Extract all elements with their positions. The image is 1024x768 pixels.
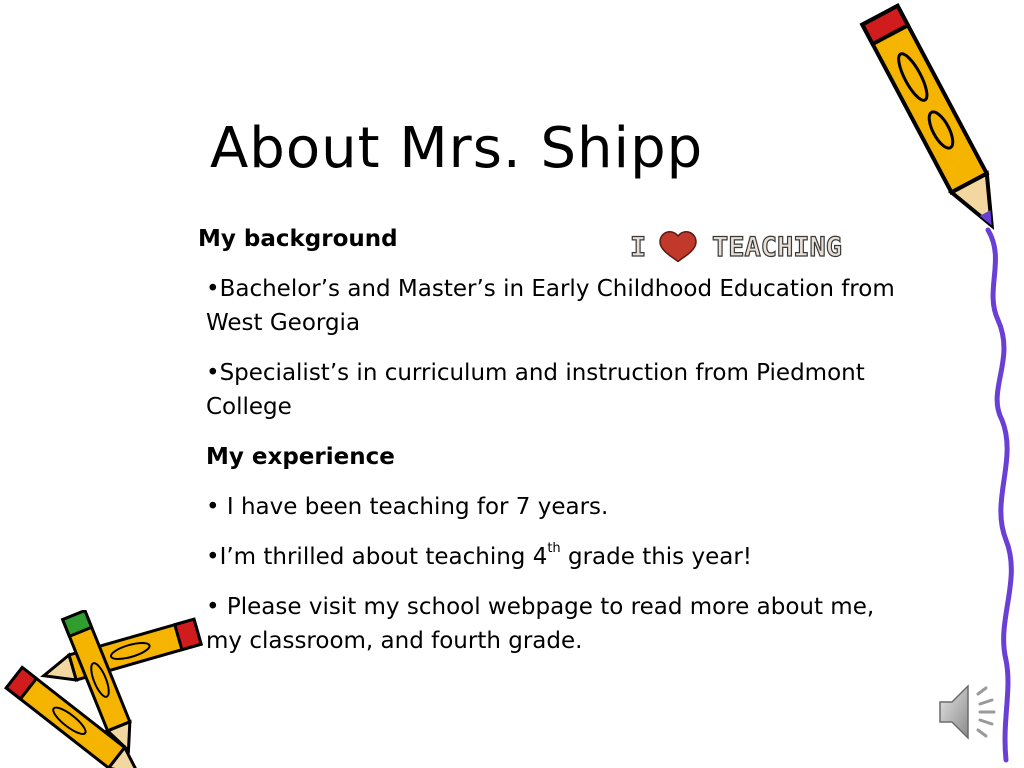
experience-heading: My experience bbox=[206, 444, 395, 470]
crossed-pencils-icon bbox=[0, 610, 210, 768]
background-heading: My background bbox=[198, 226, 398, 252]
ordinal-suffix: th bbox=[547, 541, 561, 557]
background-item: •Specialist’s in curriculum and instruction from Piedmont College bbox=[206, 360, 865, 420]
experience-item-text: grade this year! bbox=[560, 544, 753, 570]
experience-item bbox=[206, 540, 896, 574]
slide-title: About Mrs. Shipp bbox=[210, 116, 704, 181]
badge-suffix: TEACHING bbox=[712, 232, 843, 263]
background-item: •Bachelor’s and Master’s in Early Childhood Education from West Georgia bbox=[206, 276, 895, 336]
slide-body bbox=[198, 222, 896, 674]
experience-item: • I have been teaching for 7 years. bbox=[206, 494, 609, 520]
speaker-icon[interactable] bbox=[936, 680, 1006, 744]
experience-item: • Please visit my school webpage to read more about me, my classroom, and fourth grade. bbox=[206, 594, 875, 654]
badge-prefix: I bbox=[630, 232, 647, 263]
experience-item-text: •I’m thrilled about teaching 4 bbox=[206, 544, 548, 570]
